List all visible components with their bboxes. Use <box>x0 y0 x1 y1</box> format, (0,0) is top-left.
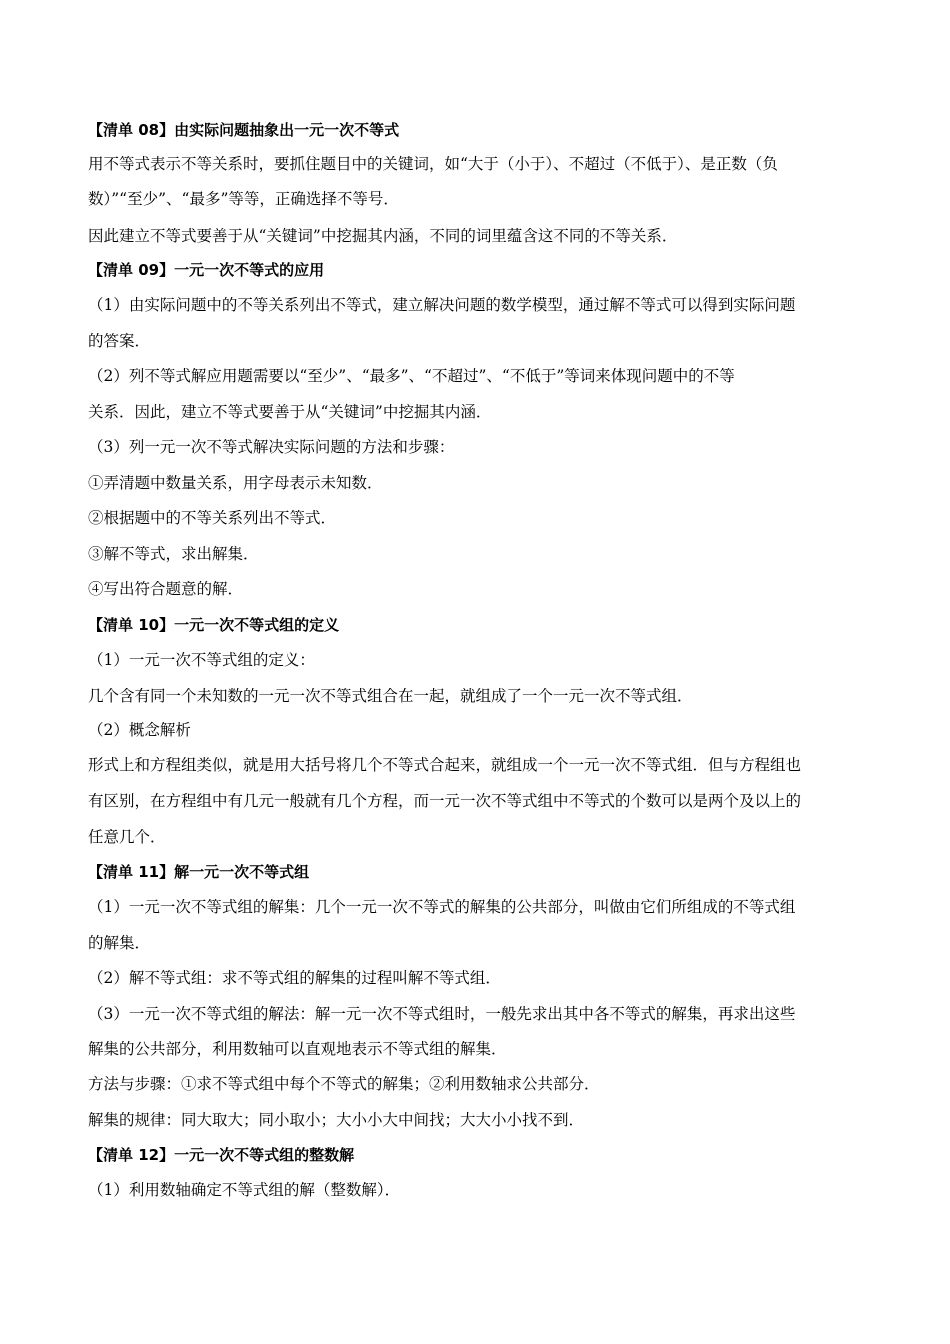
section-heading-12: 【清单 12】一元一次不等式组的整数解 <box>88 1146 355 1164</box>
paragraph-line: 的解集． <box>88 934 151 952</box>
paragraph-line: （1）一元一次不等式组的定义： <box>88 651 315 669</box>
paragraph-line: 数）”“至少”、“最多”等等，正确选择不等号． <box>88 190 399 208</box>
paragraph-line: （1）利用数轴确定不等式组的解（整数解）． <box>88 1181 401 1199</box>
section-heading-09: 【清单 09】一元一次不等式的应用 <box>88 261 325 279</box>
paragraph-line: 解集的规律：同大取大；同小取小；大小小大中间找；大大小小找不到． <box>88 1111 585 1129</box>
paragraph-line: 的答案． <box>88 332 151 350</box>
paragraph-line: 因此建立不等式要善于从“关键词”中挖掘其内涵，不同的词里蕴含这不同的不等关系． <box>88 227 678 245</box>
paragraph-line: 任意几个． <box>88 828 166 846</box>
list-item: ③解不等式，求出解集． <box>88 545 259 563</box>
paragraph-line: 关系．因此，建立不等式要善于从“关键词”中挖掘其内涵． <box>88 403 492 421</box>
paragraph-line: （2）解不等式组：求不等式组的解集的过程叫解不等式组． <box>88 969 501 987</box>
paragraph-line: （3）一元一次不等式组的解法：解一元一次不等式组时，一般先求出其中各不等式的解集，再求出这些 <box>88 1005 796 1023</box>
paragraph-line: 有区别，在方程组中有几元一般就有几个方程，而一元一次不等式组中不等式的个数可以是两个及以上的 <box>88 792 802 810</box>
section-heading-08: 【清单 08】由实际问题抽象出一元一次不等式 <box>88 121 400 139</box>
list-item: ①弄清题中数量关系，用字母表示未知数． <box>88 474 383 492</box>
section-heading-11: 【清单 11】解一元一次不等式组 <box>88 863 310 881</box>
paragraph-line: 解集的公共部分，利用数轴可以直观地表示不等式组的解集． <box>88 1040 507 1058</box>
paragraph-line: （2）列不等式解应用题需要以“至少”、“最多”、“不超过”、“不低于”等词来体现问题中的不等 <box>88 367 735 385</box>
list-item: ④写出符合题意的解． <box>88 580 244 598</box>
paragraph-line: 用不等式表示不等关系时，要抓住题目中的关键词，如“大于（小于）、不超过（不低于）、是正数（负 <box>88 155 778 173</box>
paragraph-line: （1）由实际问题中的不等关系列出不等式，建立解决问题的数学模型，通过解不等式可以得到实际问题 <box>88 296 796 314</box>
paragraph-line: （1）一元一次不等式组的解集：几个一元一次不等式的解集的公共部分，叫做由它们所组成的不等式组 <box>88 898 796 916</box>
paragraph-line: 几个含有同一个未知数的一元一次不等式组合在一起，就组成了一个一元一次不等式组． <box>88 687 693 705</box>
paragraph-line: （2）概念解析 <box>88 721 191 739</box>
paragraph-line: 形式上和方程组类似，就是用大括号将几个不等式合起来，就组成一个一元一次不等式组．但与方程组也 <box>88 756 802 774</box>
list-item: ②根据题中的不等关系列出不等式． <box>88 509 337 527</box>
paragraph-line: 方法与步骤：①求不等式组中每个不等式的解集；②利用数轴求公共部分． <box>88 1075 600 1093</box>
paragraph-line: （3）列一元一次不等式解决实际问题的方法和步骤： <box>88 438 455 456</box>
section-heading-10: 【清单 10】一元一次不等式组的定义 <box>88 616 340 634</box>
